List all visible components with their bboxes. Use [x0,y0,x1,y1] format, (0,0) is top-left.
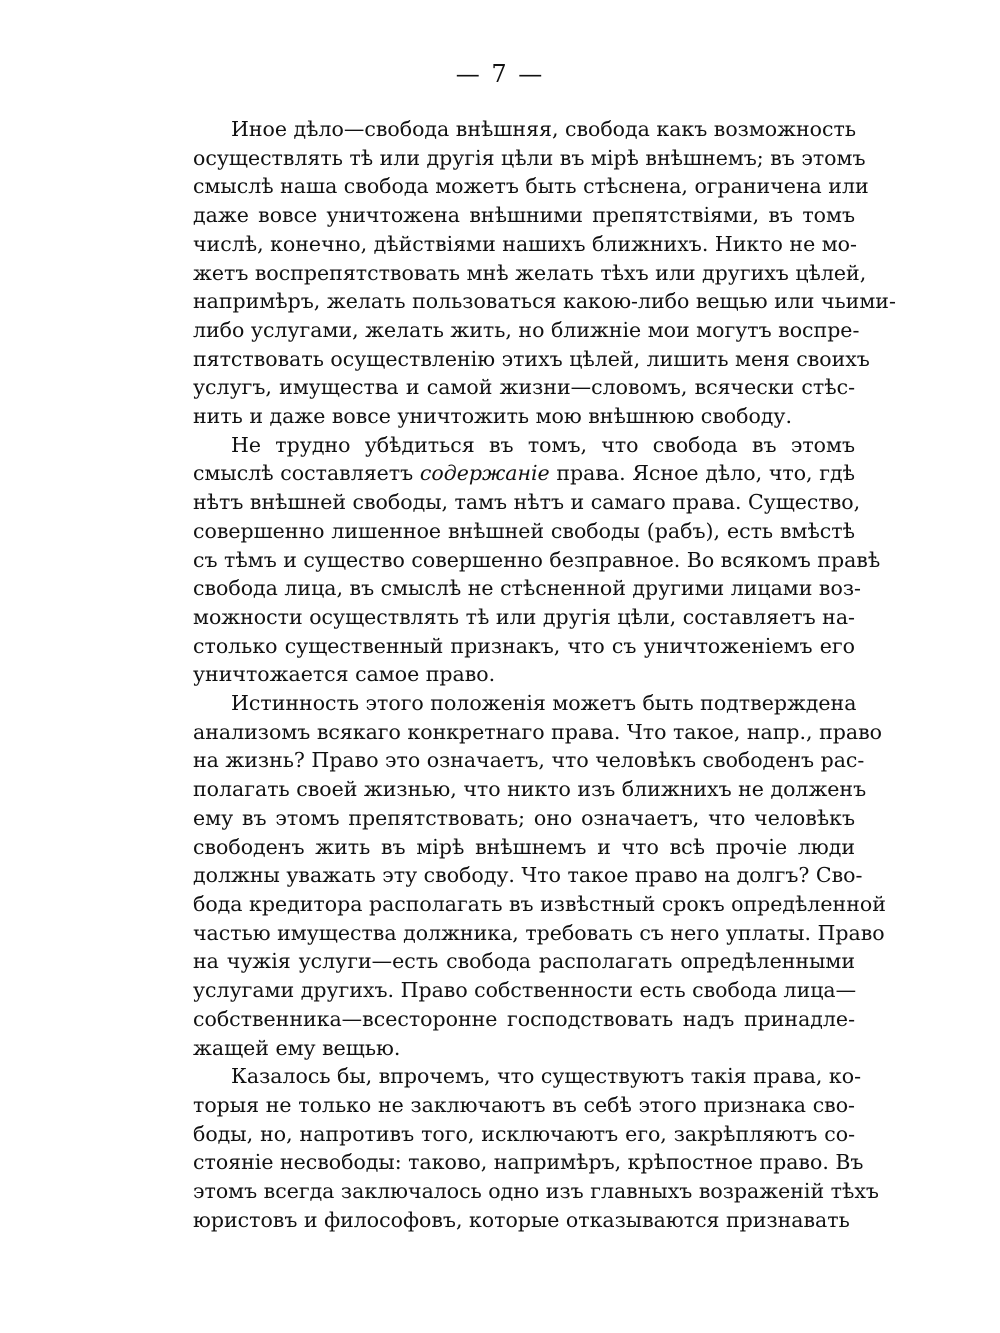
paragraph [193,689,886,1062]
text-line: анализомъ всякаго конкретнаго права. Что такое, напр., право [193,719,882,744]
text-line: Иное дѣло—свобода внѣшняя, свобода какъ возможность [231,117,856,141]
text-line: этомъ всегда заключалось одно изъ главныхъ возраженій тѣхъ [193,1179,879,1204]
text-line: пятствовать осуществленію этихъ цѣлей, лишить меня своихъ [193,346,870,371]
text-line: собственника—всесторонне господствовать надъ принадле- [193,1006,855,1031]
text-line: Истинность этого положенія можетъ быть подтверждена [231,691,857,716]
text-line: полагать своей жизнью, что никто изъ ближнихъ не долженъ [193,777,867,802]
emphasized-word: содержаніе [419,461,550,486]
text-line: либо услугами, желать жить, но ближніе мои могутъ воспре- [193,317,860,342]
text-line: услугами другихъ. Право собственности есть свобода лица— [193,978,857,1003]
text-line: жащей ему вещью. [193,1035,401,1060]
text-line: должны уважать эту свободу. Что такое право на долгъ? Сво- [193,863,863,888]
text-line: даже вовсе уничтожена внѣшними препятствіями, въ томъ [193,203,855,228]
text-line: на жизнь? Право это означаетъ, что человѣкъ свободенъ рас- [193,748,865,773]
text-line: свобода лица, въ смыслѣ не стѣсненной другими лицами воз- [193,576,861,601]
text-line: боды, но, напротивъ того, исключаютъ его, закрѣпляютъ со- [193,1121,855,1146]
paragraph [193,431,881,689]
text-line: осуществлять тѣ или другія цѣли въ мірѣ внѣшнемъ; въ этомъ [193,145,866,170]
text-line: частью имущества должника, требовать съ него уплаты. Право [193,920,885,945]
text-line: услугъ, имущества и самой жизни—словомъ, всячески стѣс- [193,375,855,400]
text-line: на чужія услуги—есть свобода располагать опредѣленными [193,949,855,974]
body-text [193,115,896,1234]
text-line: нѣтъ внѣшней свободы, тамъ нѣтъ и самаго права. Существо, [193,490,861,515]
text-line: совершенно лишенное внѣшней свободы (рабъ), есть вмѣстѣ [193,518,855,543]
text-line: нить и даже вовсе уничтожить мою внѣшнюю свободу. [193,404,792,429]
text-line: напримѣръ, желать пользоваться какою-либо вещью или чьими- [193,289,896,314]
text-line: торыя не только не заключаютъ въ себѣ этого признака сво- [193,1092,855,1117]
text-line: столько существенный признакъ, что съ уничтоженіемъ его [193,633,855,658]
paragraph [193,115,896,431]
text-line: числѣ, конечно, дѣйствіями нашихъ ближнихъ. Никто не мо- [193,231,857,256]
text-line: смыслѣ составляетъ содержаніе права. Ясное дѣло, что, гдѣ [193,461,855,486]
text-line: Казалось бы, впрочемъ, что существуютъ такія права, ко- [231,1064,862,1089]
text-line: уничтожается самое право. [193,662,496,687]
text-line: жетъ воспрепятствовать мнѣ желать тѣхъ или другихъ цѣлей, [193,260,867,285]
text-line: ему въ этомъ препятствовать; оно означаетъ, что человѣкъ [193,805,855,830]
text-line: съ тѣмъ и существо совершенно безправное. Во всякомъ правѣ [193,547,881,572]
text-line: стояніе несвободы: таково, напримѣръ, крѣпостное право. Въ [193,1150,864,1175]
text-line: юристовъ и философовъ, которые отказываются признавать [193,1207,850,1232]
page-number: — 7 — [455,60,545,88]
text-line: бода кредитора располагать въ извѣстный срокъ опредѣленной [193,891,886,916]
text-line: свободенъ жить въ мірѣ внѣшнемъ и что всѣ прочіе люди [193,834,855,859]
paragraph [193,1062,879,1234]
text-line: Не трудно убѣдиться въ томъ, что свобода въ этомъ [231,432,855,457]
text-line: смыслѣ наша свобода можетъ быть стѣснена, ограничена или [193,174,869,199]
text-line: можности осуществлять тѣ или другія цѣли, составляетъ на- [193,604,855,629]
